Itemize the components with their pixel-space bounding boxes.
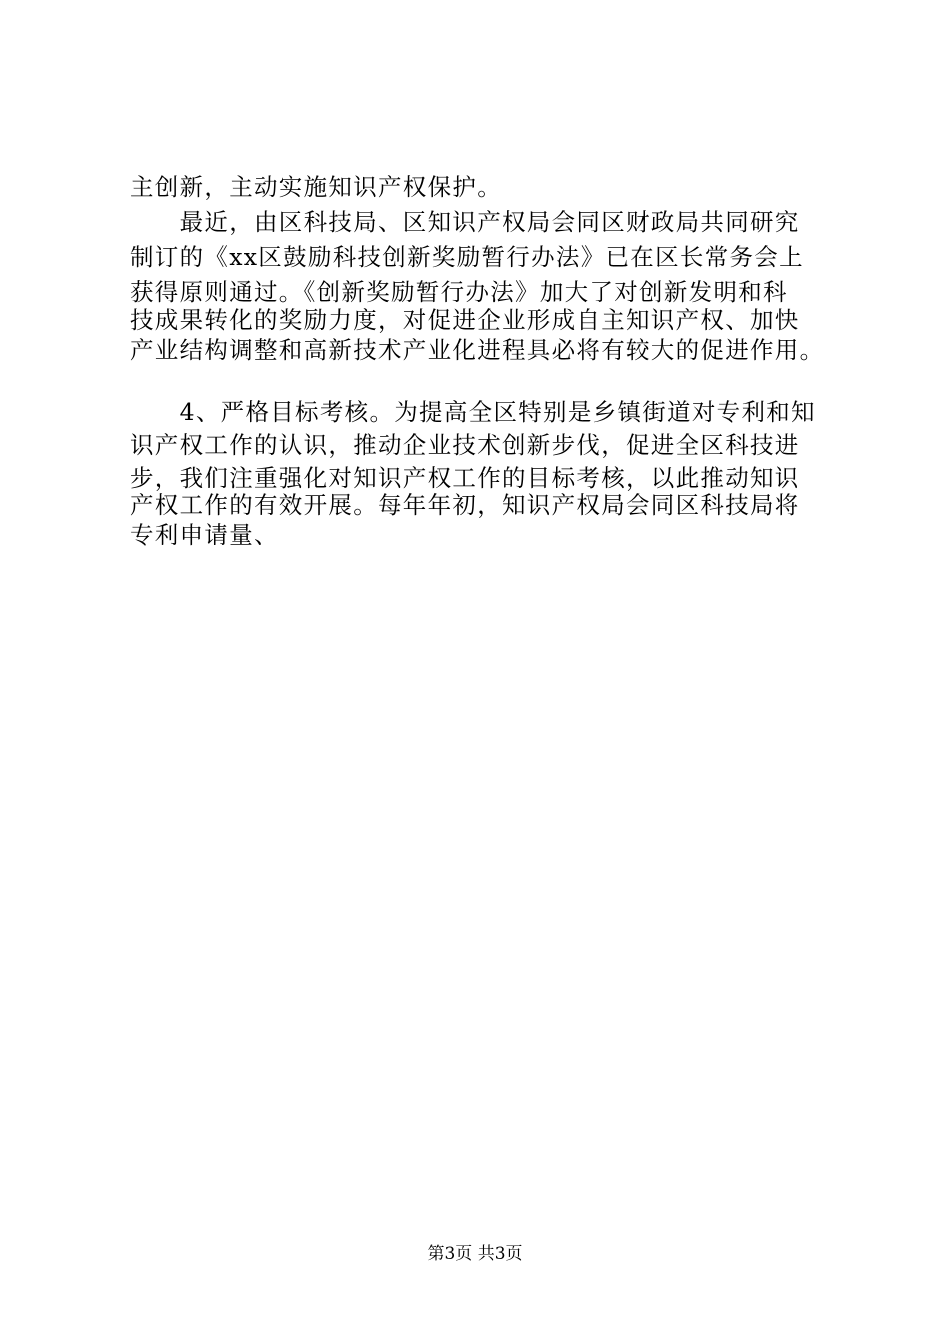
text-line: 最近，由区科技局、区知识产权局会同区财政局共同研究 xyxy=(130,208,800,236)
text-line: 步，我们注重强化对知识产权工作的目标考核，以此推动知识 xyxy=(130,464,800,492)
text-line: 获得原则通过。《创新奖励暂行办法》加大了对创新发明和科 xyxy=(130,278,788,306)
text-line: 识产权工作的认识，推动企业技术创新步伐，促进全区科技进 xyxy=(130,431,800,459)
text-line: 专利申请量、 xyxy=(130,521,279,549)
text-line: 制订的《xx区鼓励科技创新奖励暂行办法》已在区长常务会上 xyxy=(130,243,804,271)
text-line: 主创新，主动实施知识产权保护。 xyxy=(130,173,502,201)
text-line: 产权工作的有效开展。每年年初，知识产权局会同区科技局将 xyxy=(130,491,800,519)
text-line: 产业结构调整和高新技术产业化进程具必将有较大的促进作用。 xyxy=(130,336,825,364)
text-line: 4、严格目标考核。为提高全区特别是乡镇街道对专利和知 xyxy=(130,398,816,426)
page-footer: 第3页 共3页 xyxy=(427,1244,523,1264)
text-line: 技成果转化的奖励力度，对促进企业形成自主知识产权、加快 xyxy=(130,306,800,334)
